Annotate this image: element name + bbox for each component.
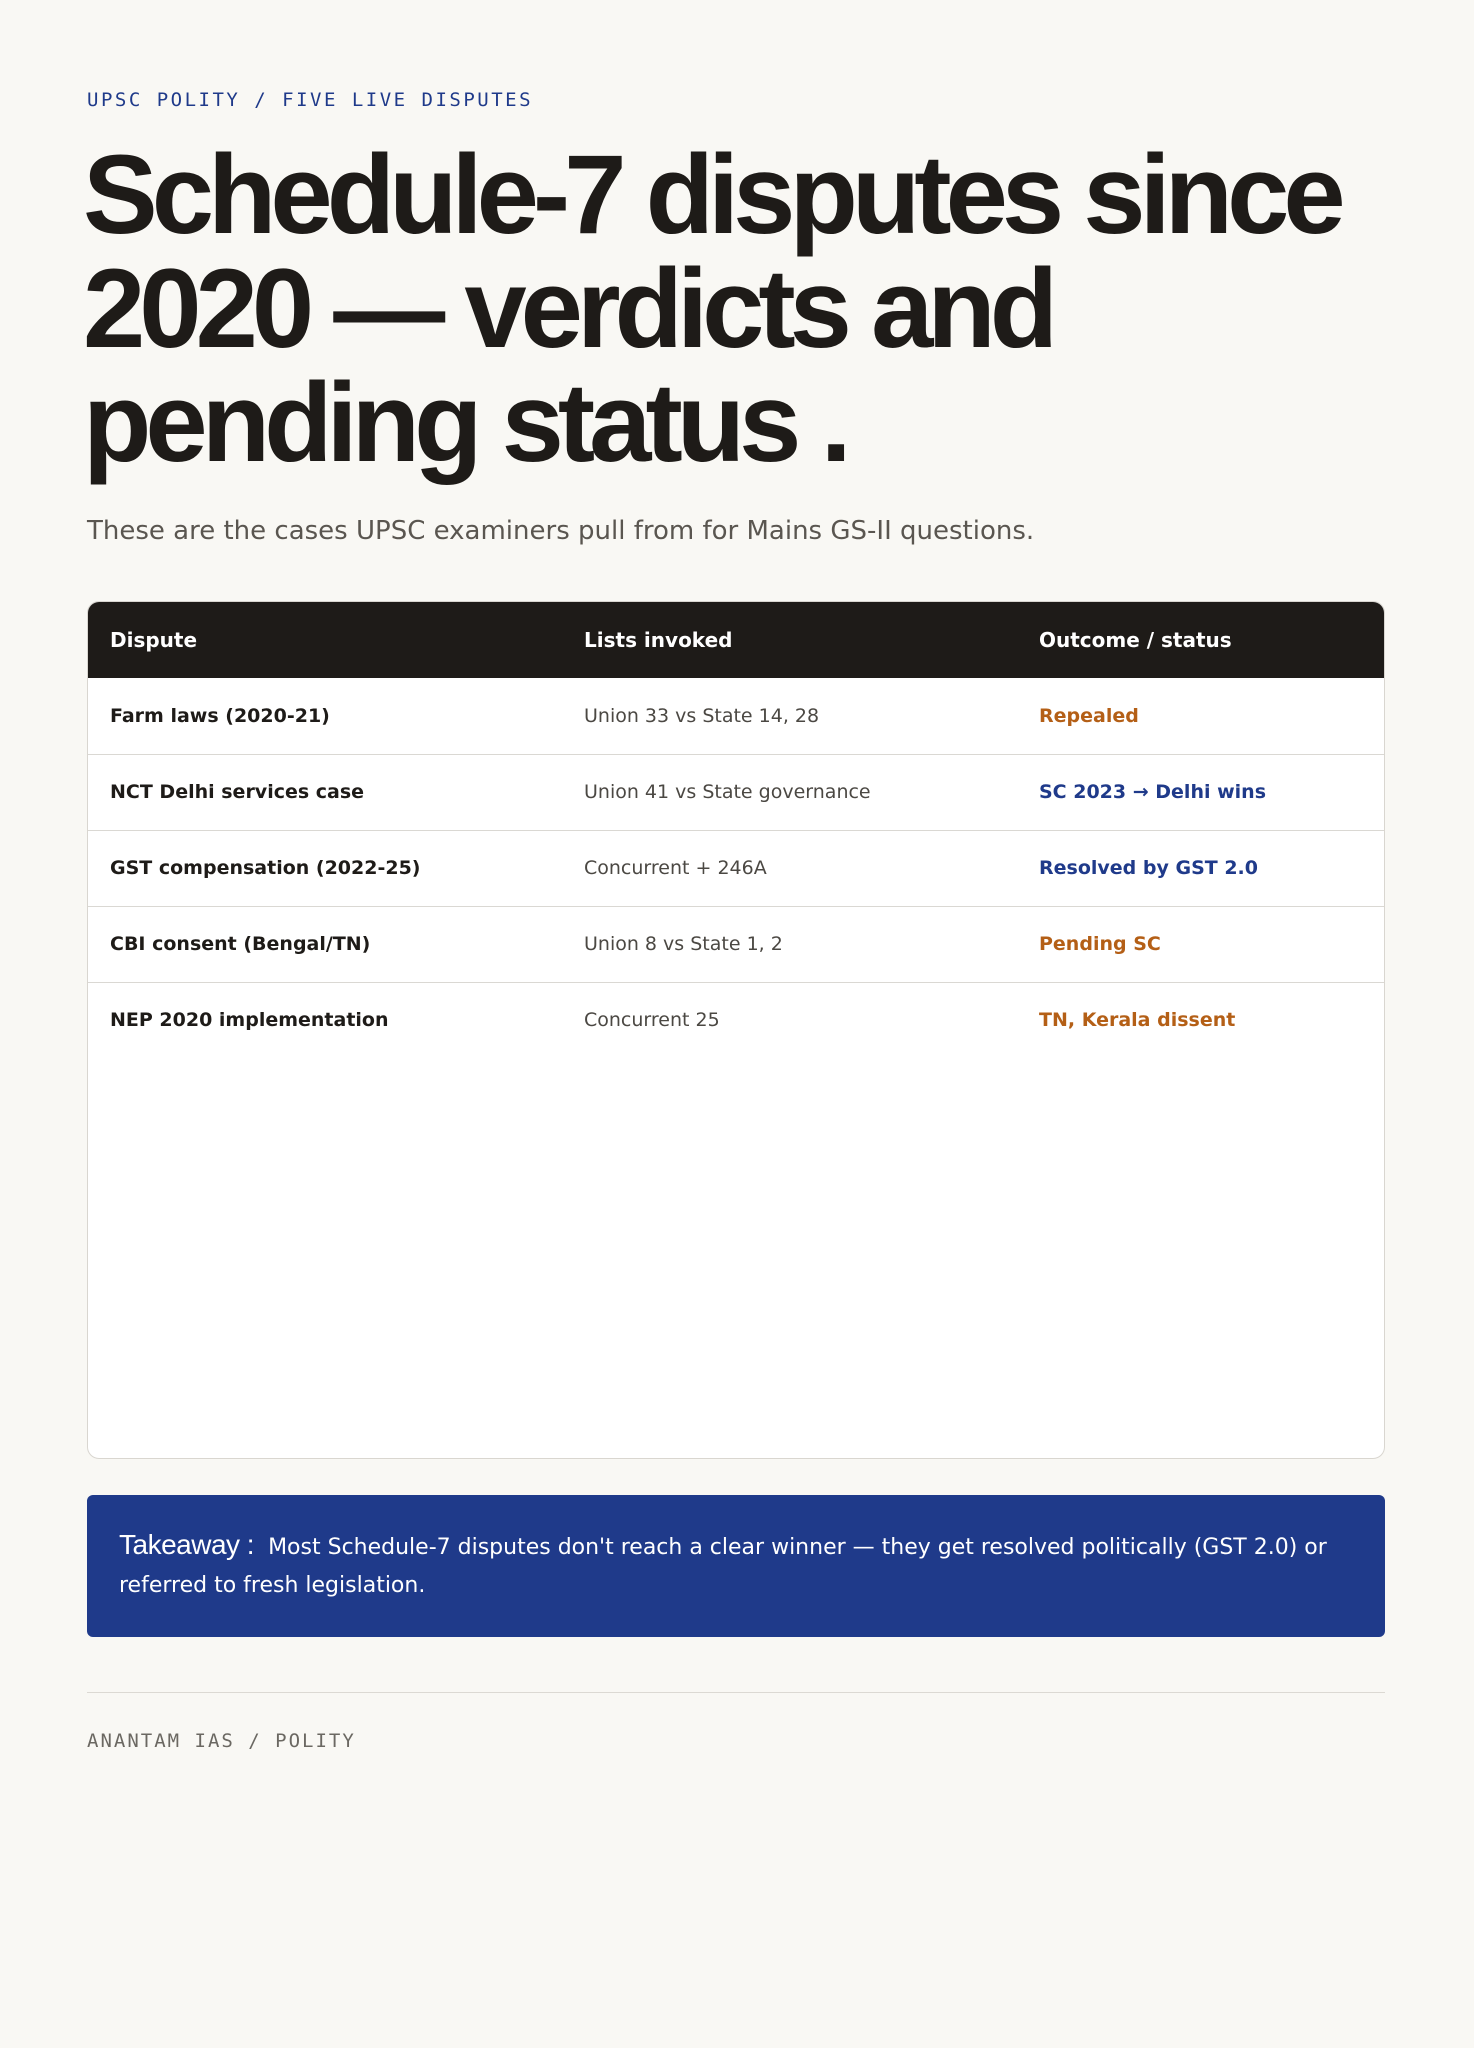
table-header <box>88 602 1384 678</box>
footer-label: ANANTAM IAS / POLITY <box>87 1730 356 1752</box>
dispute-cell: GST compensation (2022-25) <box>110 857 421 879</box>
eyebrow-label: UPSC POLITY / FIVE LIVE DISPUTES <box>87 89 534 111</box>
lists-cell: Concurrent + 246A <box>584 857 767 879</box>
status-cell: Resolved by GST 2.0 <box>1039 857 1258 879</box>
table-row <box>88 906 1384 982</box>
table-header-row <box>88 602 1384 678</box>
takeaway-label: Takeaway : <box>119 1529 255 1560</box>
dispute-cell: Farm laws (2020-21) <box>110 704 330 727</box>
column-header-dispute: Dispute <box>110 628 198 652</box>
takeaway-text: Most Schedule-7 disputes don't reach a clear winner — they get resolved politically (GST 2.0) or referred to fresh legislation. <box>119 1535 1327 1598</box>
table-row <box>88 678 1384 754</box>
page-subtitle: These are the cases UPSC examiners pull from for Mains GS-II questions. <box>87 516 1035 546</box>
column-header-lists: Lists invoked <box>584 628 733 652</box>
takeaway-box <box>87 1495 1385 1637</box>
dispute-cell: NEP 2020 implementation <box>110 1009 389 1032</box>
table-row <box>88 754 1384 830</box>
status-cell: SC 2023 → Delhi wins <box>1039 781 1266 803</box>
disputes-table <box>88 602 1384 1058</box>
table-row <box>88 830 1384 906</box>
status-cell: Repealed <box>1039 704 1139 727</box>
lists-cell: Union 8 vs State 1, 2 <box>584 933 783 955</box>
table-row <box>88 982 1384 1058</box>
table-body <box>88 678 1384 1058</box>
page-title: Schedule-7 disputes since 2020 — verdicts and pending status . <box>83 132 1340 485</box>
lists-cell: Concurrent 25 <box>584 1009 720 1032</box>
lists-cell: Union 41 vs State governance <box>584 781 871 803</box>
lists-cell: Union 33 vs State 14, 28 <box>584 704 820 727</box>
disputes-table-card <box>87 601 1385 1459</box>
dispute-cell: CBI consent (Bengal/TN) <box>110 933 371 955</box>
dispute-cell: NCT Delhi services case <box>110 781 365 803</box>
footer-divider <box>87 1692 1385 1693</box>
column-header-status: Outcome / status <box>1039 628 1232 652</box>
status-cell: Pending SC <box>1039 933 1161 955</box>
status-cell: TN, Kerala dissent <box>1039 1009 1236 1032</box>
